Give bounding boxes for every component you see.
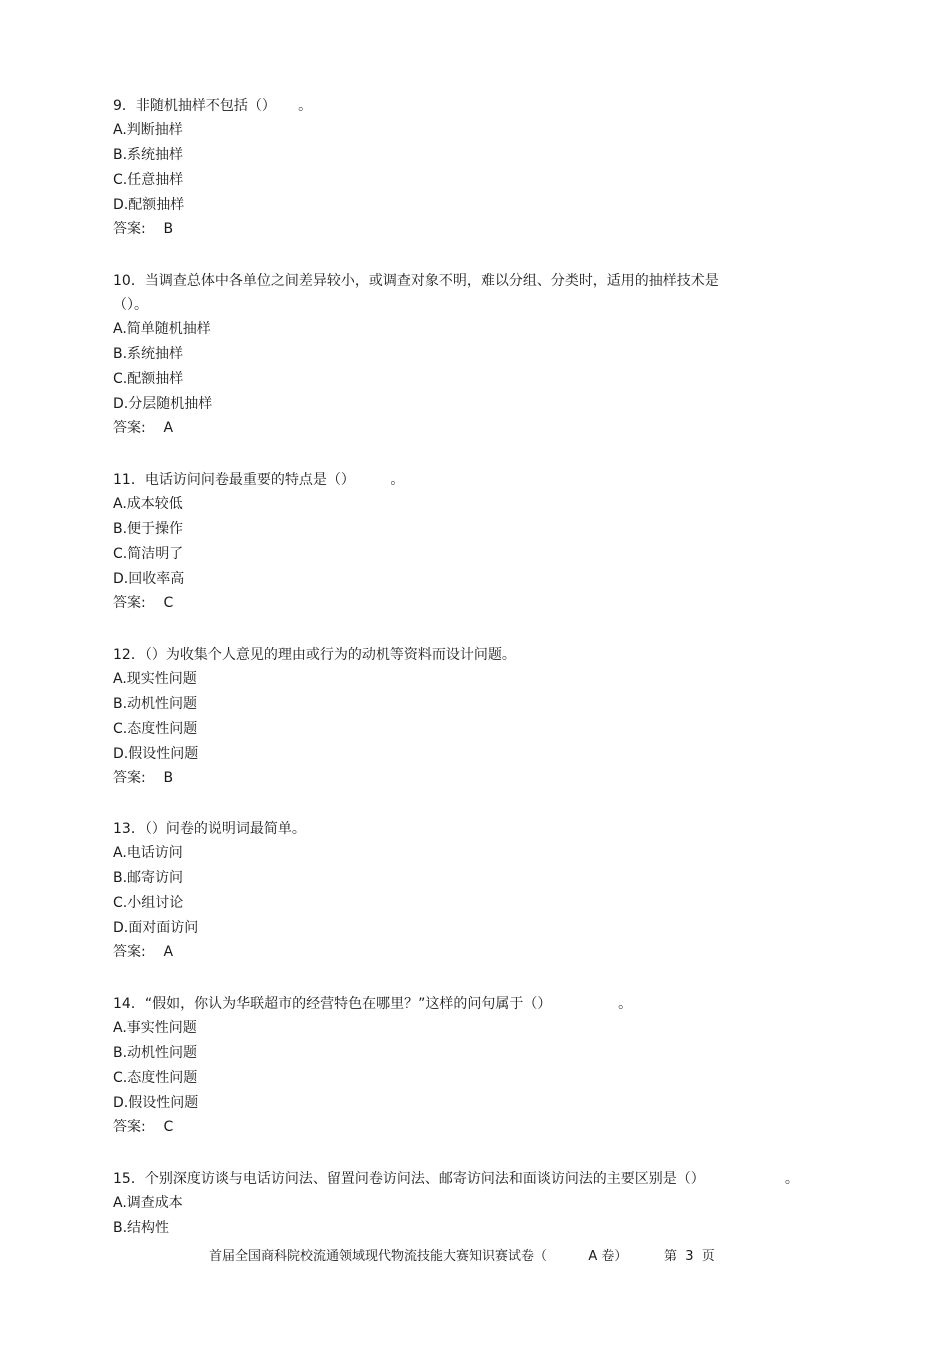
answer: 答案: C	[113, 595, 174, 611]
option-a: A.调查成本	[113, 1195, 183, 1211]
question-14	[113, 992, 833, 1138]
option-c: C.任意抽样	[113, 172, 184, 188]
option-b: B.系统抽样	[113, 147, 184, 163]
option-b: B.便于操作	[113, 521, 184, 537]
option-b: B.动机性问题	[113, 1045, 198, 1061]
option-a: A.电话访问	[113, 845, 183, 861]
option-d: D.假设性问题	[113, 1095, 199, 1111]
question-9	[113, 94, 833, 240]
question-stem: 12．（）为收集个人意见的理由或行为的动机等资料而设计问题。	[113, 647, 516, 663]
option-c: C.态度性问题	[113, 1070, 198, 1086]
answer: 答案: A	[113, 944, 174, 960]
question-stem: 9．非随机抽样不包括（） 。	[113, 98, 313, 114]
question-10	[113, 269, 833, 439]
option-b: B.动机性问题	[113, 696, 198, 712]
answer: 答案: C	[113, 1119, 174, 1135]
question-stem: 11．电话访问问卷最重要的特点是（） 。	[113, 472, 405, 488]
option-c: C.配额抽样	[113, 371, 184, 387]
question-13	[113, 817, 833, 963]
option-d: D.分层随机抽样	[113, 396, 213, 412]
option-b: B.邮寄访问	[113, 870, 184, 886]
answer: 答案: A	[113, 420, 174, 436]
option-a: A.事实性问题	[113, 1020, 197, 1036]
option-c: C.态度性问题	[113, 721, 198, 737]
option-a: A.判断抽样	[113, 122, 183, 138]
question-stem: 14．“假如，你认为华联超市的经营特色在哪里？”这样的问句属于（） 。	[113, 996, 633, 1012]
question-stem: 13．（）问卷的说明词最简单。	[113, 821, 306, 837]
page-number: 第 3 页	[664, 1249, 715, 1264]
answer: 答案: B	[113, 221, 174, 237]
option-c: C.简洁明了	[113, 546, 184, 562]
option-d: D.回收率高	[113, 571, 185, 587]
question-12	[113, 643, 833, 789]
question-stem: 10．当调查总体中各单位之间差异较小，或调查对象不明，难以分组、分类时，适用的抽样技术是 （）。	[113, 273, 719, 313]
question-15	[113, 1167, 833, 1241]
option-b: B.结构性	[113, 1220, 170, 1236]
option-d: D.配额抽样	[113, 197, 185, 213]
answer: 答案: B	[113, 770, 174, 786]
option-a: A.现实性问题	[113, 671, 197, 687]
option-c: C.小组讨论	[113, 895, 184, 911]
footer-title: 首届全国商科院校流通领域现代物流技能大赛知识赛试卷（ A 卷）	[209, 1249, 628, 1264]
question-stem: 15．个别深度访谈与电话访问法、留置问卷访问法、邮寄访问法和面谈访问法的主要区别是（） 。	[113, 1171, 799, 1187]
option-b: B.系统抽样	[113, 346, 184, 362]
option-a: A.简单随机抽样	[113, 321, 211, 337]
question-11	[113, 468, 833, 614]
option-d: D.假设性问题	[113, 746, 199, 762]
option-d: D.面对面访问	[113, 920, 199, 936]
option-a: A.成本较低	[113, 496, 183, 512]
